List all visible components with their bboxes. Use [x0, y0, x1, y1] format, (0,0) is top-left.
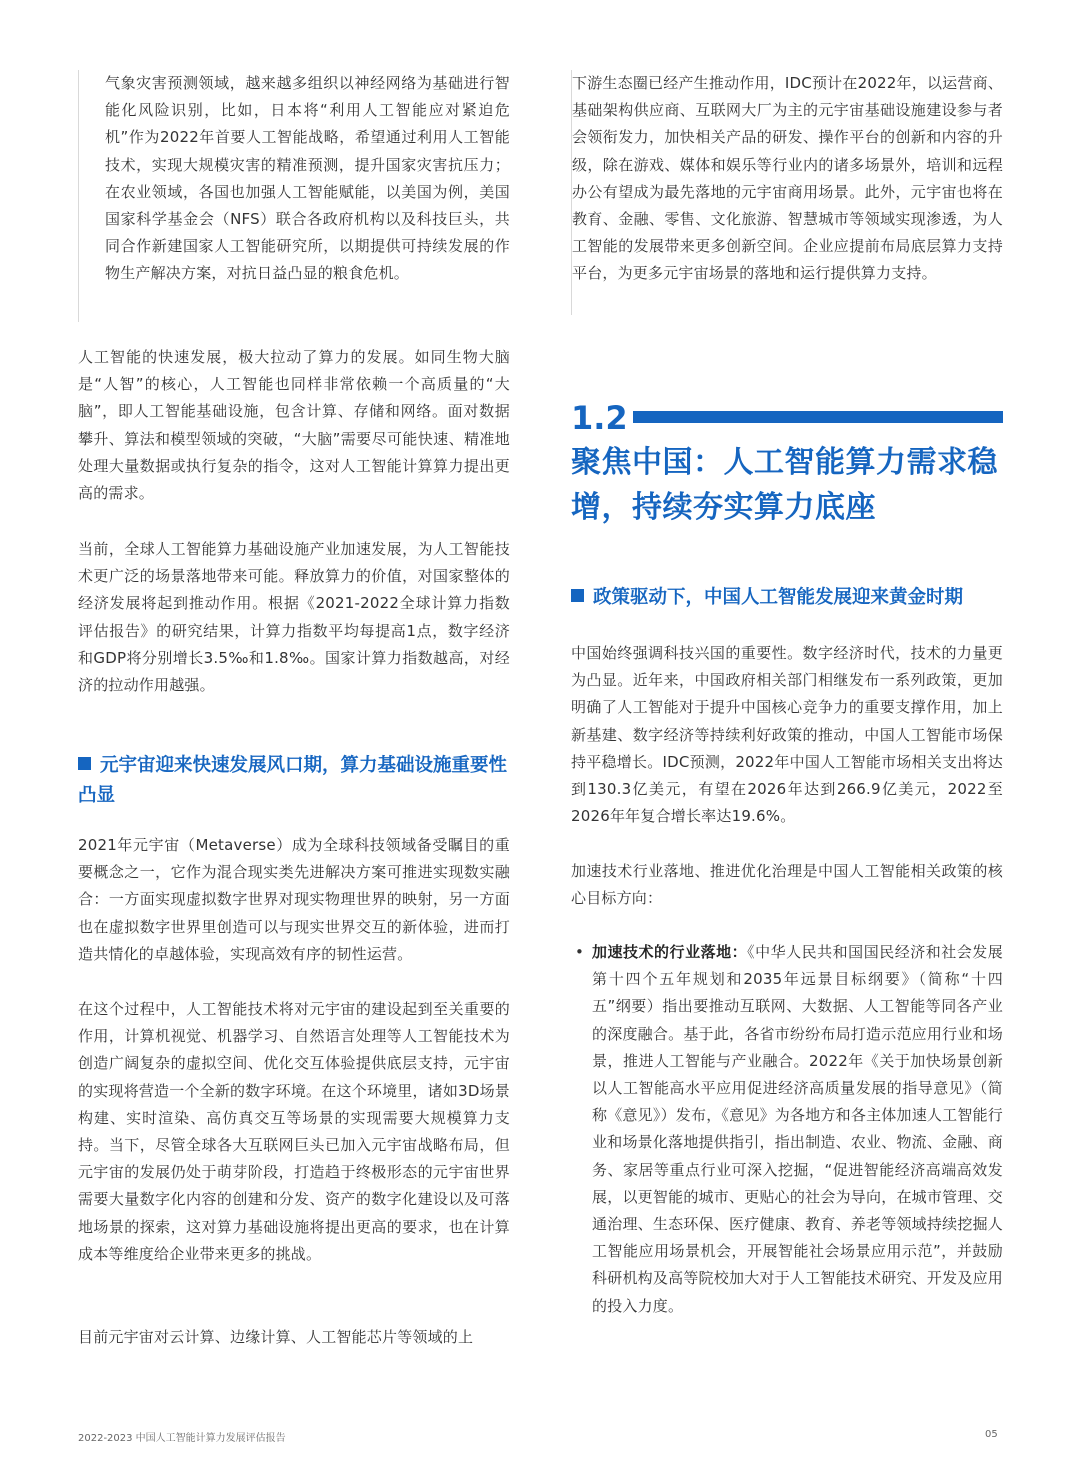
- list-item: [575, 939, 1003, 1320]
- body-paragraph: 中国始终强调科技兴国的重要性。数字经济时代，技术的力量更为凸显。近年来，中国政府相关部门相继发布一系列政策，更加明确了人工智能对于提升中国核心竞争力的重要支撑作用，加上新基建、数字经济等持续利好政策的推动，中国人工智能市场保持平稳增长。IDC预测，2022年中国人工智能市场相关支出将达到130.3亿美元，有望在2026年达到266.9亿美元，2022至2026年年复合增长率达19.6%。: [571, 644, 1003, 826]
- square-bullet-icon: [78, 757, 91, 770]
- quote-block: [571, 70, 1003, 315]
- subheading-text: 元宇宙迎来快速发展风口期，算力基础设施重要性凸显: [78, 755, 508, 806]
- bullet-dot-icon: •: [575, 943, 584, 961]
- square-bullet-icon: [571, 589, 584, 602]
- subheading-text: 政策驱动下，中国人工智能发展迎来黄金时期: [593, 587, 964, 608]
- body-paragraph: 人工智能的快速发展，极大拉动了算力的发展。如同生物大脑是“人智”的核心，人工智能也同样非常依赖一个高质量的“大脑”，即人工智能基础设施，包含计算、存储和网络。面对数据攀升、算法和模型领域的突破，“大脑”需要尽可能快速、精准地处理大量数据或执行复杂的指令，这对人工智能计算算力提出更高的需求。: [78, 348, 510, 503]
- quote-paragraph: 下游生态圈已经产生推动作用，IDC预计在2022年，以运营商、基础架构供应商、互联网大厂为主的元宇宙基础设施建设参与者会领衔发力，加快相关产品的研发、操作平台的创新和内容的升级，除在游戏、媒体和娱乐等行业内的诸多场景外，培训和远程办公有望成为最先落地的元宇宙商用场景。此外，元宇宙也将在教育、金融、零售、文化旅游、智慧城市等领域实现渗透，为人工智能的发展带来更多创新空间。企业应提前布局底层算力支持平台，为更多元宇宙场景的落地和运行提供算力支持。: [572, 74, 1003, 283]
- quote-block: [78, 70, 510, 322]
- subheading: [78, 751, 510, 811]
- section-number: 1.2: [571, 399, 628, 437]
- bullet-text: 《中华人民共和国国民经济和社会发展第十四个五年规划和2035年远景目标纲要》（简称“十四五”纲要）指出要推动互联网、大数据、人工智能等同各产业的深度融合。基于此，各省市纷纷布局打造示范应用行业和场景，推进人工智能与产业融合。2022年《关于加快场景创新以人工智能高水平应用促进经济高质量发展的指导意见》（简称《意见》）发布，《意见》为各地方和各主体加速人工智能行业和场景化落地提供指引，指出制造、农业、物流、金融、商务、家居等重点行业可深入挖掘，“促进智能经济高端高效发展，以更智能的城市、更贴心的社会为导向，在城市管理、交通治理、生态环保、医疗健康、教育、养老等领域持续挖掘人工智能应用场景机会，开展智能社会场景应用示范”，并鼓励科研机构及高等院校加大对于人工智能技术研究、开发及应用的投入力度。: [592, 943, 1003, 1315]
- bullet-lead: 加速技术的行业落地：: [592, 943, 748, 961]
- body-paragraph: 2021年元宇宙（Metaverse）成为全球科技领域备受瞩目的重要概念之一，它作为混合现实类先进解决方案可推进实现数实融合：一方面实现虚拟数字世界对现实物理世界的映射，另一方面也在虚拟数字世界里创造可以与现实世界交互的新体验，进而打造共情化的卓越体验，实现高效有序的韧性运营。: [78, 836, 510, 963]
- footer-report-title: 2022-2023 中国人工智能计算力发展评估报告: [78, 1433, 286, 1444]
- body-paragraph: 在这个过程中，人工智能技术将对元宇宙的建设起到至关重要的作用，计算机视觉、机器学习、自然语言处理等人工智能技术为创造广阔复杂的虚拟空间、优化交互体验提供底层支持，元宇宙的实现将营造一个全新的数字环境。在这个环境里，诸如3D场景构建、实时渲染、高仿真交互等场景的实现需要大规模算力支持。当下，尽管全球各大互联网巨头已加入元宇宙战略布局，但元宇宙的发展仍处于萌芽阶段，打造趋于终极形态的元宇宙世界需要大量数字化内容的创建和分发、资产的数字化建设以及可落地场景的探索，这对算力基础设施将提出更高的要求，也在计算成本等维度给企业带来更多的挑战。: [78, 1000, 510, 1263]
- footer-page-number: 05: [985, 1429, 998, 1440]
- body-paragraph: 加速技术行业落地、推进优化治理是中国人工智能相关政策的核心目标方向：: [571, 862, 1003, 908]
- section-rule: [633, 411, 1003, 423]
- quote-paragraph: 气象灾害预测领域，越来越多组织以神经网络为基础进行智能化风险识别，比如，日本将“利用人工智能应对紧迫危机”作为2022年首要人工智能战略，希望通过利用人工智能技术，实现大规模灾害的精准预测，提升国家灾害抗压力；在农业领域，各国也加强人工智能赋能，以美国为例，美国国家科学基金会（NFS）联合各政府机构以及科技巨头，共同合作新建国家人工智能研究所，以期提供可持续发展的作物生产解决方案，对抗日益凸显的粮食危机。: [105, 74, 510, 283]
- section-title: 聚焦中国：人工智能算力需求稳增，持续夯实算力底座: [571, 445, 998, 525]
- body-paragraph: 当前，全球人工智能算力基础设施产业加速发展，为人工智能技术更广泛的场景落地带来可能。释放算力的价值，对国家整体的经济发展将起到推动作用。根据《2021-2022全球计算力指数评估报告》的研究结果，计算力指数平均每提高1点，数字经济和GDP将分别增长3.5‰和1.8‰。国家计算力指数越高，对经济的拉动作用越强。: [78, 540, 510, 695]
- body-paragraph: 目前元宇宙对云计算、边缘计算、人工智能芯片等领域的上: [78, 1328, 474, 1346]
- subheading: [571, 583, 1003, 613]
